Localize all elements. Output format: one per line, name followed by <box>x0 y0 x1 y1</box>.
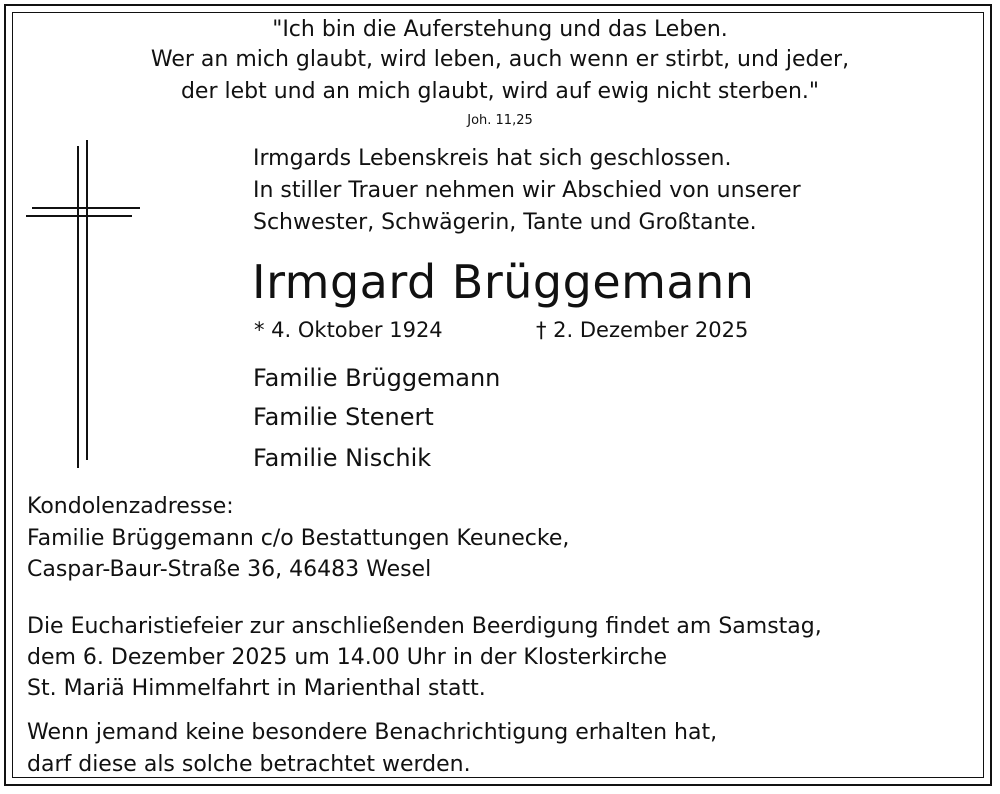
birth-date: * 4. Oktober 1924 <box>254 318 443 342</box>
intro-line-3: Schwester, Schwägerin, Tante und Großtante. <box>253 210 757 235</box>
verse-line-2: Wer an mich glaubt, wird leben, auch wenn er stirbt, und jeder, <box>150 47 850 72</box>
service-line: dem 6. Dezember 2025 um 14.00 Uhr in der Klosterkirche <box>27 645 668 670</box>
intro-line-1: Irmgards Lebenskreis hat sich geschlossen. <box>253 146 732 171</box>
condolence-line: Caspar-Baur-Straße 36, 46483 Wesel <box>27 557 432 582</box>
condolence-heading: Kondolenzadresse: <box>27 494 234 519</box>
family-item: Familie Nischik <box>253 444 432 472</box>
condolence-line: Familie Brüggemann c/o Bestattungen Keunecke, <box>27 526 570 551</box>
service-line: Die Eucharistiefeier zur anschließenden Beerdigung findet am Samstag, <box>27 614 822 639</box>
family-item: Familie Stenert <box>253 403 434 431</box>
verse-reference: Joh. 11,25 <box>467 113 533 128</box>
service-line: St. Mariä Himmelfahrt in Marienthal statt. <box>27 676 486 701</box>
death-date: † 2. Dezember 2025 <box>536 318 749 342</box>
cross-icon <box>24 138 154 478</box>
deceased-name: Irmgard Brüggemann <box>252 255 755 309</box>
notice-line: Wenn jemand keine besondere Benachrichtigung erhalten hat, <box>27 720 718 745</box>
notice-line: darf diese als solche betrachtet werden. <box>27 752 471 777</box>
intro-line-2: In stiller Trauer nehmen wir Abschied von unserer <box>253 178 801 203</box>
verse-line-1: "Ich bin die Auferstehung und das Leben. <box>272 17 728 42</box>
family-item: Familie Brüggemann <box>253 364 501 392</box>
verse-line-3: der lebt und an mich glaubt, wird auf ewig nicht sterben." <box>180 79 820 104</box>
